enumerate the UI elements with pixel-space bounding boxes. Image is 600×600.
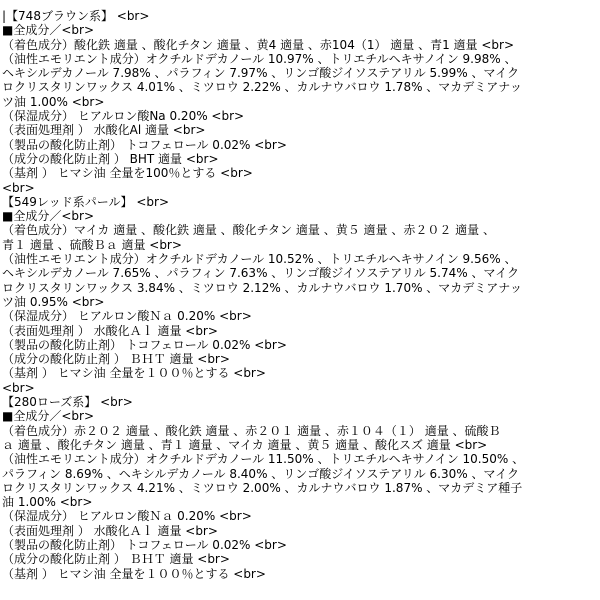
text-line: （基剤 ） ヒマシ油 全量を100％とする <br> bbox=[2, 166, 253, 181]
text-line: 【549レッド系パール】 <br> bbox=[2, 194, 170, 209]
text-line: ■全成分／<br> bbox=[2, 209, 94, 224]
text-line: （着色成分）赤２０２ 適量 、酸化鉄 適量 、赤２０１ 適量 、赤１０４（１） 適量 、硫酸Ｂ bbox=[2, 423, 501, 438]
text-line: ツ油 1.00% <br> bbox=[2, 94, 105, 109]
text-line: ■全成分／<br> bbox=[2, 23, 94, 38]
text-line: ロクリスタリンワックス 4.01% 、ミツロウ 2.22% 、カルナウバロウ 1.78% 、マカデミアナッ bbox=[2, 80, 523, 95]
text-line: （製品の酸化防止剤） トコフェロール 0.02% <br> bbox=[2, 337, 287, 352]
text-line: （保湿成分） ヒアルロン酸Na 0.20% <br> bbox=[2, 109, 245, 124]
text-line: （成分の酸化防止剤 ） ＢＨＴ 適量 <br> bbox=[2, 552, 230, 567]
text-line: （基剤 ） ヒマシ油 全量を１００％とする <br> bbox=[2, 366, 266, 381]
text-line: ロクリスタリンワックス 4.21% 、ミツロウ 2.00% 、カルナウバロウ 1.87% 、マカデミア種子 bbox=[2, 480, 523, 495]
text-line: （成分の酸化防止剤 ） ＢＨＴ 適量 <br> bbox=[2, 352, 230, 367]
text-line: （製品の酸化防止剤） トコフェロール 0.02% <br> bbox=[2, 537, 287, 552]
text-line: （着色成分）酸化鉄 適量 、酸化チタン 適量 、黄4 適量 、赤104（1） 適量 、青1 適量 <br> bbox=[2, 37, 515, 52]
text-line: パラフィン 8.69% 、ヘキシルデカノール 8.40% 、リンゴ酸ジイソステアリル 6.30% 、マイク bbox=[2, 466, 519, 481]
text-line: <br> bbox=[2, 180, 35, 195]
text-line: （油性エモリエント成分）オクチルドデカノール 11.50% 、トリエチルヘキサノイン 10.50% 、 bbox=[2, 452, 525, 467]
text-line: （表面処理剤 ） 水酸化Ａｌ 適量 <br> bbox=[2, 523, 218, 538]
text-line: ロクリスタリンワックス 3.84% 、ミツロウ 2.12% 、カルナウバロウ 1.70% 、マカデミアナッ bbox=[2, 280, 523, 295]
text-line: 油 1.00% <br> bbox=[2, 495, 93, 510]
text-line: ヘキシルデカノール 7.98% 、パラフィン 7.97% 、リンゴ酸ジイソステアリル 5.99% 、マイク bbox=[2, 66, 519, 81]
text-line: （油性エモリエント成分）オクチルドデカノール 10.52% 、トリエチルヘキサノイン 9.56% 、 bbox=[2, 252, 517, 267]
text-line: 【280ローズ系】 <br> bbox=[2, 395, 133, 410]
text-line: （保湿成分） ヒアルロン酸Ｎａ 0.20% <br> bbox=[2, 309, 252, 324]
text-line: （基剤 ） ヒマシ油 全量を１００％とする <br> bbox=[2, 566, 266, 581]
text-line: （表面処理剤 ） 水酸化Al 適量 <br> bbox=[2, 123, 206, 138]
text-line: ヘキシルデカノール 7.65% 、パラフィン 7.63% 、リンゴ酸ジイソステアリル 5.74% 、マイク bbox=[2, 266, 519, 281]
text-line: 青１ 適量 、硫酸Ｂａ 適量 <br> bbox=[2, 237, 182, 252]
text-line: ツ油 0.95% <br> bbox=[2, 294, 105, 309]
text-line: ａ 適量 、酸化チタン 適量 、青１ 適量 、マイカ 適量 、黄５ 適量 、酸化スズ 適量 <br> bbox=[2, 437, 488, 452]
text-line: （保湿成分） ヒアルロン酸Ｎａ 0.20% <br> bbox=[2, 509, 252, 524]
text-line: <br> bbox=[2, 380, 35, 395]
text-line: （油性エモリエント成分）オクチルドデカノール 10.97% 、トリエチルヘキサノイン 9.98% 、 bbox=[2, 51, 517, 66]
text-line: （表面処理剤 ） 水酸化Ａｌ 適量 <br> bbox=[2, 323, 218, 338]
text-line: |【748ブラウン系】 <br> bbox=[2, 9, 150, 23]
text-line: （成分の酸化防止剤 ） BHT 適量 <br> bbox=[2, 151, 219, 166]
ingredient-text-block bbox=[2, 9, 600, 581]
text-line: （製品の酸化防止剤） トコフェロール 0.02% <br> bbox=[2, 137, 287, 152]
text-line: ■全成分／<br> bbox=[2, 409, 94, 424]
text-line: （着色成分）マイカ 適量 、酸化鉄 適量 、酸化チタン 適量 、黄５ 適量 、赤２０２ 適量 、 bbox=[2, 223, 495, 238]
